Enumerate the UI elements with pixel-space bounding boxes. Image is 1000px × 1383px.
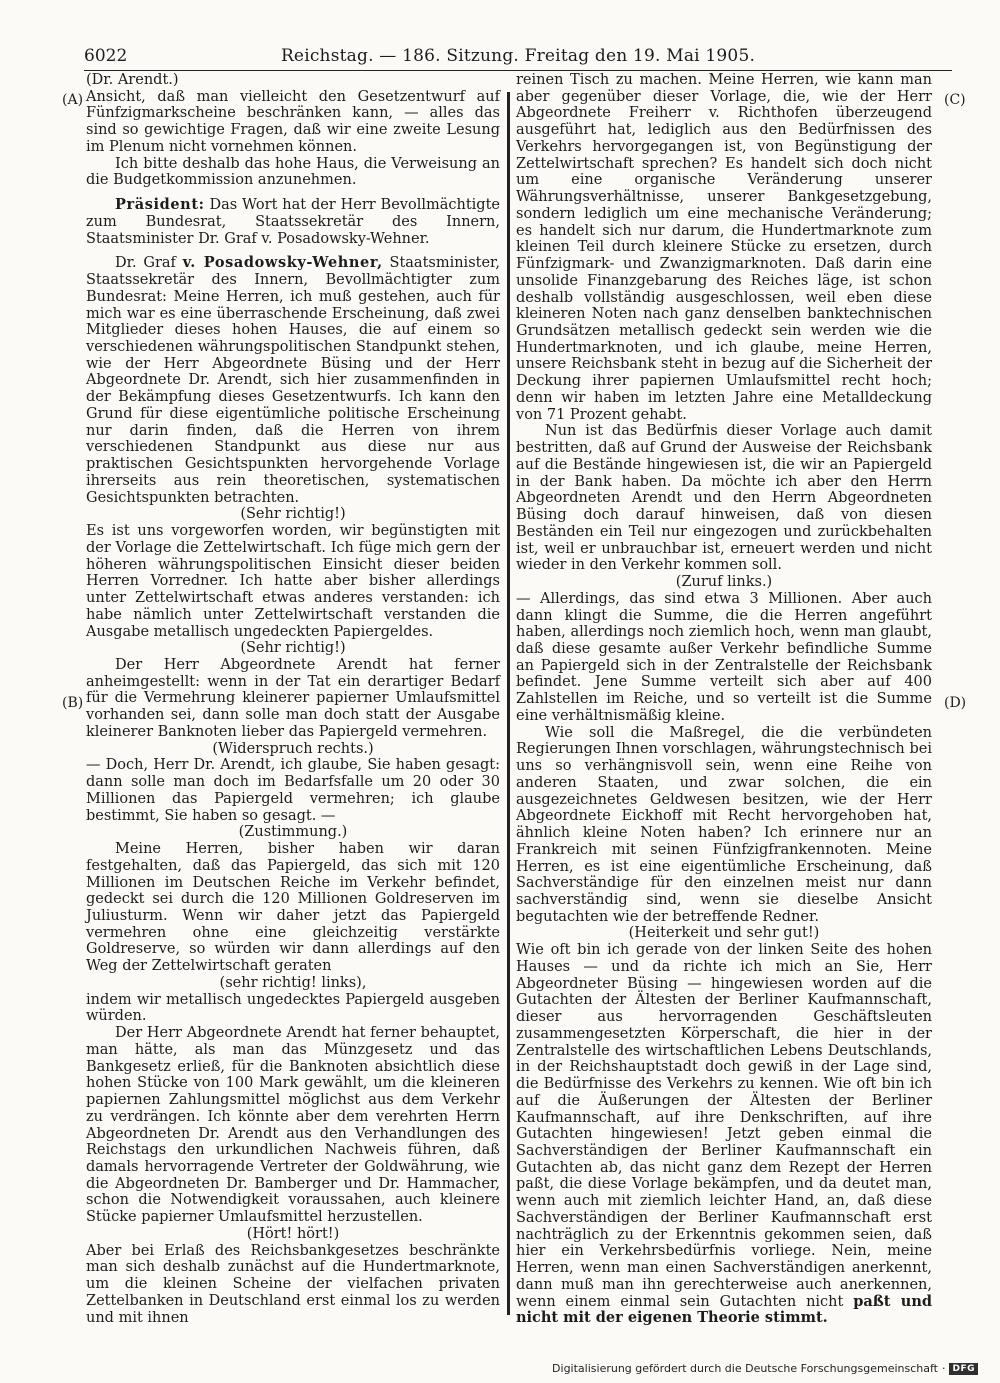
paragraph: Der Herr Abgeordnete Arendt hat ferner behauptet, man hätte, als man das Münzgesetz und das Bankgesetz erließ, für die Banknoten absichtlich diese hohen Stücke von 100 Mark gewählt, um die kleineren papiernen Zahlungsmittel möglichst aus dem Verkehr zu verdrängen. Ich könnte aber dem verehrten Herrn Abgeordneten Dr. Arendt aus den Verhandlungen des Reichstags den urkundlichen Nachweis führen, daß damals hervorragende Vertreter der Goldwährung, wie die Abgeordneten Dr. Bamberger und Dr. Hammacher, schon die Notwendigkeit voraussahen, auch kleinere Stücke papierner Umlaufsmittel herzustellen. — [86, 1025, 500, 1226]
paragraph: Der Herr Abgeordnete Arendt hat ferner anheimgestellt: wenn in der Tat ein derartiger Bedarf für die Vermehrung kleinerer papierner Umlaufsmittel vorhanden sei, dann solle man doch statt der Ausgabe kleinerer Banknoten lieber das Papiergeld vermehren. — [86, 656, 500, 740]
interjection: (Zuruf links.) — [675, 574, 773, 591]
interjection: (Heiterkeit und sehr gut!) — [628, 925, 820, 942]
paragraph: Ansicht, daß man vielleicht den Gesetzentwurf auf Fünfzigmarkscheine beschränken kann, — alles das sind so gewichtige Fragen, daß wir eine zweite Lesung im Plenum nicht vornehmen können. — [86, 88, 500, 155]
paragraph: Meine Herren, bisher haben wir daran festgehalten, daß das Papiergeld, das sich mit 120 Millionen im Deutschen Reiche im Verkehr befindet, gedeckt sei durch die 120 Millionen Goldreserven im Juliusturm. Wenn wir daher jetzt das Papiergeld vermehren ohne eine gleichzeitig verstärkte Goldreserve, so würden wir dann allerdings auf den Weg der Zettelwirtschaft geraten — [86, 841, 500, 975]
footer-credit: Digitalisierung gefördert durch die Deutsche Forschungsgemeinschaft — [552, 1362, 938, 1375]
paragraph: — Allerdings, das sind etwa 3 Millionen. Aber auch dann klingt die Summe, die die Herren angeführt haben, allerdings noch ziemlich hoch, wenn man glaubt, daß diese gesamte außer Verkehr befindliche Summe an Papiergeld sich in der Zentralstelle der Reichsbank befindet. Jene Summe verteilt sich aber auf 400 Zahlstellen im Reiche, und so verteilt ist die Summe eine verhältnismäßig kleine. — [516, 590, 932, 724]
dfg-logo-icon: DFG — [949, 1363, 978, 1375]
interjection: (sehr richtig! links), — [219, 974, 367, 991]
interjection: (Sehr richtig!) — [240, 640, 346, 657]
paragraph: Aber bei Erlaß des Reichsbankgesetzes beschränkte man sich deshalb zunächst auf die Hundertmarknote, um die kleinen Scheine der vielfachen privaten Zettelbanken in Deutschland erst einmal los zu werden und mit ihnen — [86, 1242, 500, 1326]
paragraph: Wie soll die Maßregel, die die verbündeten Regierungen Ihnen vorschlagen, währungstechnisch bei uns so verhängnisvoll sein, wenn eine Reihe von anderen Staaten, und zwar solchen, die ein ausgezeichnetes Geldwesen besitzen, wie der Herr Abgeordnete Eickhoff mit Recht hervorgehoben hat, ähnlich kleine Noten haben? Ich erinnere nur an Frankreich mit seinen Fünfzigfrankennoten. Meine Herren, es ist eine eigentümliche Erscheinung, daß Sachverständige für den einzelnen meist nur dann sachverständig sind, wenn sie dieselbe Ansicht begutachten wie der betreffende Redner. — [516, 724, 932, 925]
margin-marker-c: (C) — [944, 92, 966, 108]
margin-marker-b: (B) — [62, 695, 84, 711]
speech-text: Staatsminister, Staatssekretär des Innern, Bevollmächtigter zum Bundesrat: Meine Herren, ich muß gestehen, auch für mich war es eine überraschende Erscheinung, daß zwei Mitglieder dieses hohen Hauses, die auf einem so verschiedenen währungspolitischen Standpunkt stehen, wie der Herr Abgeordnete Büsing und der Herr Abgeordnete Dr. Arendt, sich hier zusammenfinden in der Bekämpfung dieses Gesetzentwurfs. Ich kann den Grund für diese eigentümliche politische Erscheinung nur darin finden, daß die Herren von ihrem verschiedenen Standpunkt aus diese nur aus praktischen Gesichtspunkten hervorgehende Vorlage ihrerseits aus rein theoretischen, systematischen Gesichtspunkten betrachten. — [86, 255, 500, 506]
paragraph: Ich bitte deshalb das hohe Haus, die Verweisung an die Budgetkommission anzunehmen. — [86, 155, 500, 189]
speaker-tag: (Dr. Arendt.) — [86, 72, 179, 88]
paragraph: Nun ist das Bedürfnis dieser Vorlage auch damit bestritten, daß auf Grund der Ausweise der Reichsbank auf die Bestände hingewiesen ist, die wir an Papiergeld in der Bank haben. Da möchte ich aber den Herrn Abgeordneten Arendt und den Herrn Abgeordneten Büsing doch darauf hinweisen, daß von diesen Beständen ein Teil nur eingezogen und zurückbehalten ist, weil er unbrauchbar ist, erneuert werden und nicht wieder in den Verkehr kommen soll. — [516, 423, 932, 574]
paragraph — [86, 255, 500, 506]
speaker-title: Dr. Graf — [115, 255, 176, 272]
speaker-name: v. Posadowsky-Wehner, — [182, 254, 383, 272]
paragraph — [86, 197, 500, 247]
speech-text: Wie oft bin ich gerade von der linken Seite des hohen Hauses — und da richte ich mich an Sie, Herr Abgeordneter Büsing — hingewiesen worden auf die Gutachten der Ältesten der Berliner Kaufmannschaft, dieser aus hervorragenden Geschäftsleuten zusammengesetzten Körperschaft, die hier in der Zentralstelle des wirtschaftlichen Lebens Deutschlands, in der Reichshauptstadt doch gewiß in der Lage sind, die Bedürfnisse des Verkehrs zu kennen. Wie oft bin ich auf die Äußerungen der Ältesten der Berliner Kaufmannschaft, auf ihre Denkschriften, auf ihre Gutachten hingewiesen! Jetzt geben einmal die Sachverständigen der Berliner Kaufmannschaft ein Gutachten ab, das nicht ganz dem Rezept der Herren paßt, die diese Vorlage bekämpfen, und da deutet man, wenn auch mit ziemlich leichter Hand, an, daß diese Sachverständigen der Berliner Kaufmannschaft erst nachträglich zu der Erkenntnis gekommen seien, daß hier ein Verkehrsbedürfnis vorliege. Nein, meine Herren, wenn man einen Sachverständigen anerkennt, dann muß man ihn gerechterweise auch anerkennen, wenn einem einmal sein Gutachten nicht — [516, 942, 932, 1310]
running-title: Reichstag. — 186. Sitzung. Freitag den 19. Mai 1905. — [280, 46, 756, 66]
right-column — [516, 72, 932, 1327]
paragraph: — Doch, Herr Dr. Arendt, ich glaube, Sie haben gesagt: dann solle man doch im Bedarfsfalle um 20 oder 30 Millionen das Papiergeld vermehren; ich glaube bestimmt, Sie haben so gesagt. — — [86, 757, 500, 824]
interjection: (Zustimmung.) — [238, 824, 348, 841]
left-column — [86, 72, 500, 1326]
paragraph: indem wir metallisch ungedecktes Papiergeld ausgeben würden. — [86, 991, 500, 1025]
margin-marker-d: (D) — [944, 695, 967, 711]
page-header — [84, 44, 952, 71]
interjection: (Widerspruch rechts.) — [212, 740, 374, 757]
digitization-footer — [552, 1362, 978, 1375]
interjection: (Hört! hört!) — [246, 1225, 340, 1242]
footer-separator: · — [941, 1362, 946, 1375]
speech-text: Das Wort hat der Herr Bevollmächtigte zum Bundesrat, Staatssekretär des Innern, Staatsminister Dr. Graf v. Posadowsky-Wehner. — [86, 197, 500, 247]
column-divider — [507, 92, 510, 1315]
speaker-name: Präsident: — [115, 196, 205, 214]
page-number: 6022 — [84, 46, 128, 66]
margin-marker-a: (A) — [62, 92, 84, 108]
paragraph: reinen Tisch zu machen. Meine Herren, wie kann man aber gegenüber dieser Vorlage, die, wie der Herr Abgeordnete Freiherr v. Richthofen überzeugend ausgeführt hat, lediglich aus den Bedürfnissen des Verkehrs hervorgegangen ist, von Begünstigung der Zettelwirtschaft sprechen? Es handelt sich doch nicht um eine organische Veränderung unserer Währungsverhältnisse, unserer Bankgesetzgebung, sondern lediglich um eine mechanische Veränderung; es handelt sich nur darum, die Hundertmarknote zum kleinen Teil durch kleinere Stücke zu ersetzen, durch Fünfzigmark- und Zwanzigmarknoten. Daß darin eine unsolide Finanzgebarung des Reiches läge, ist schon deshalb vollständig ausgeschlossen, weil eben diese kleineren Noten nach ganz denselben banktechnischen Grundsätzen metallisch gedeckt sein werden wie die Hundertmarknoten, und ich glaube, meine Herren, unsere Reichsbank steht in bezug auf die Sicherheit der Deckung ihrer papiernen Umlaufsmittel recht hoch; denn wir haben im letzten Jahre eine Metalldeckung von 71 Prozent gehabt. — [516, 72, 932, 423]
paragraph: Es ist uns vorgeworfen worden, wir begünstigten mit der Vorlage die Zettelwirtschaft. Ich füge mich gern der höheren währungspolitischen Einsicht dieser beiden Herren Vorredner. Ich hatte aber bisher allerdings unter Zettelwirtschaft etwas anderes verstanden: ich habe nämlich unter Zettelwirtschaft verstanden die Ausgabe metallisch ungedeckten Papiergeldes. — [86, 523, 500, 640]
emphasized-text: paßt und nicht mit der eigenen Theorie stimmt. — [516, 1292, 932, 1327]
paragraph — [516, 942, 932, 1327]
interjection: (Sehr richtig!) — [240, 506, 346, 523]
